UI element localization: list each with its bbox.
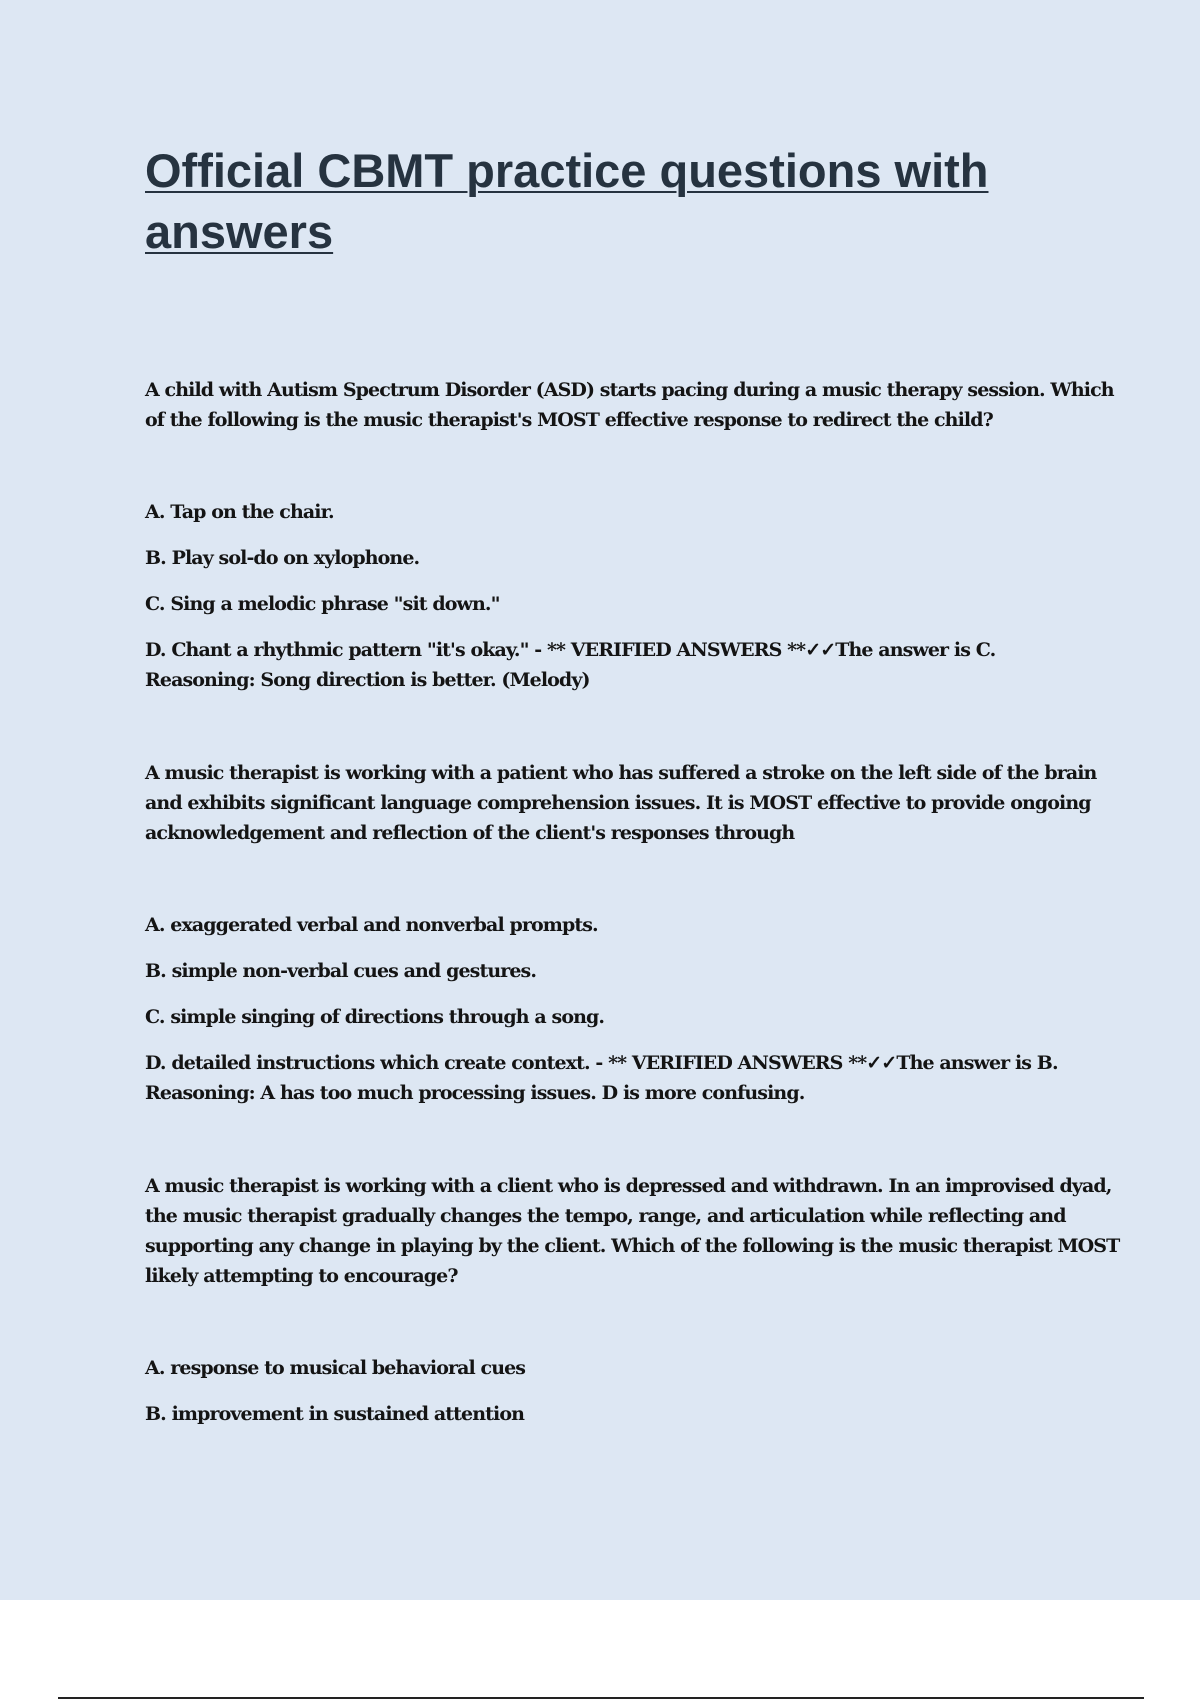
question-1-option-a: A. Tap on the chair. <box>145 501 334 523</box>
question-prompt-line: supporting any change in playing by the client. Which of the following is the music therapist MOST <box>145 1235 1120 1257</box>
option-d-reasoning-line: Reasoning: A has too much processing issues. D is more confusing. <box>145 1082 805 1104</box>
question-2-option-c: C. simple singing of directions through a song. <box>145 1006 605 1028</box>
question-1-option-d <box>145 635 1085 695</box>
option-d-answer-line: D. Chant a rhythmic pattern "it's okay." - ** VERIFIED ANSWERS **✓✓The answer is C. <box>145 639 996 661</box>
question-3-prompt <box>145 1171 1120 1291</box>
question-prompt-line: acknowledgement and reflection of the client's responses through <box>145 822 795 844</box>
question-prompt-line: A music therapist is working with a client who is depressed and withdrawn. In an improvised dyad, <box>145 1175 1112 1197</box>
document-title <box>145 140 1045 262</box>
question-prompt-line: A music therapist is working with a patient who has suffered a stroke on the left side of the brain <box>145 762 1097 784</box>
question-3-option-a: A. response to musical behavioral cues <box>145 1357 526 1379</box>
question-prompt-line: of the following is the music therapist's MOST effective response to redirect the child? <box>145 409 993 431</box>
question-prompt-line: likely attempting to encourage? <box>145 1265 458 1287</box>
title-line-2: answers <box>145 205 334 258</box>
question-2-option-d <box>145 1048 1085 1108</box>
question-3-option-b: B. improvement in sustained attention <box>145 1403 525 1425</box>
option-d-reasoning-line: Reasoning: Song direction is better. (Melody) <box>145 669 590 691</box>
question-1-option-c: C. Sing a melodic phrase "sit down." <box>145 593 500 615</box>
question-prompt-line: the music therapist gradually changes the tempo, range, and articulation while reflecting and <box>145 1205 1066 1227</box>
question-1-prompt <box>145 375 1114 435</box>
question-2-prompt <box>145 758 1097 848</box>
footer-divider <box>58 1697 1144 1699</box>
question-2-option-b: B. simple non-verbal cues and gestures. <box>145 960 537 982</box>
question-prompt-line: A child with Autism Spectrum Disorder (ASD) starts pacing during a music therapy session. Which <box>145 379 1114 401</box>
question-1-option-b: B. Play sol-do on xylophone. <box>145 547 420 569</box>
question-prompt-line: and exhibits significant language comprehension issues. It is MOST effective to provide ongoing <box>145 792 1091 814</box>
option-d-answer-line: D. detailed instructions which create context. - ** VERIFIED ANSWERS **✓✓The answer is B. <box>145 1052 1058 1074</box>
title-line-1: Official CBMT practice questions with <box>145 144 989 197</box>
question-2-option-a: A. exaggerated verbal and nonverbal prompts. <box>145 914 598 936</box>
